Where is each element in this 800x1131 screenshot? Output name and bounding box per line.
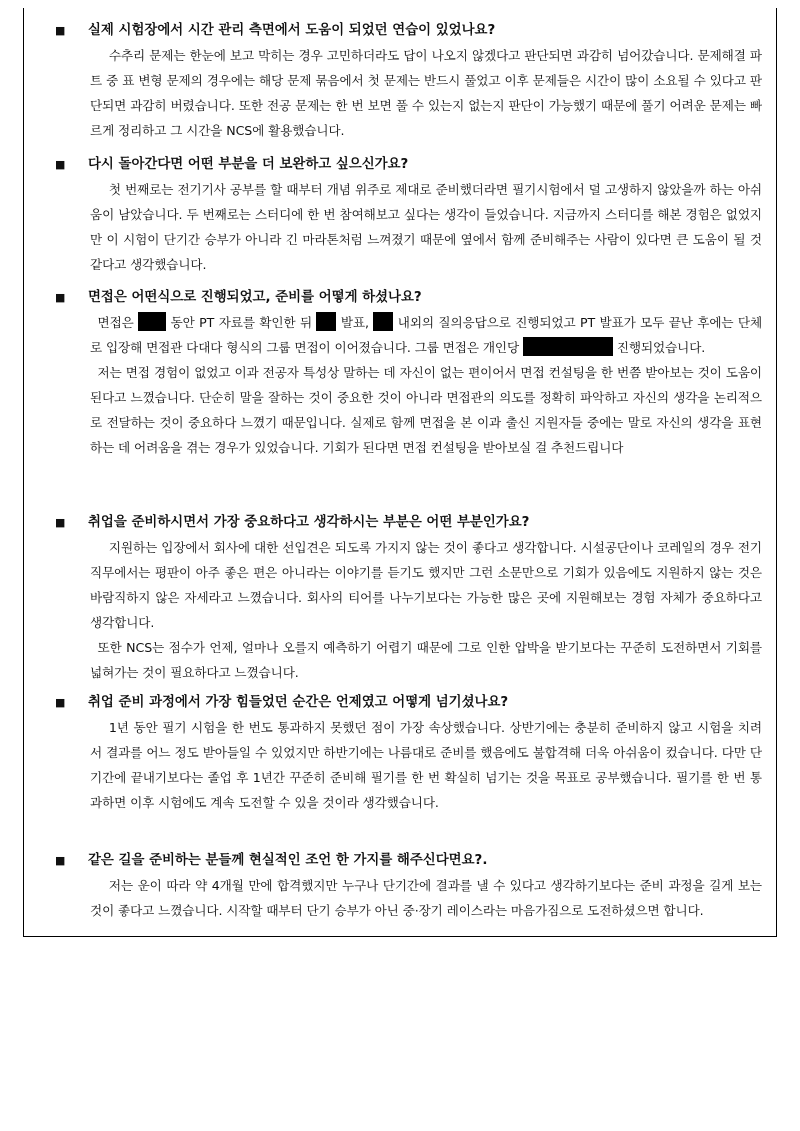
answer-text: 발표, [336,315,374,330]
answer-paragraph: 수추리 문제는 한눈에 보고 막히는 경우 고민하더라도 답이 나오지 않겠다고 판단되면 과감히 넘어갔습니다. 문제해결 파트 중 표 변형 문제의 경우에는 해당 문제 묶음에서 첫 문제는 반드시 풀었고 이후 문제들은 시간이 많이 소요될 수 있다고 판단되면 과감히 버렸습니다. 또한 전공 문제는 한 번 보면 풀 수 있는지 없는지 판단이 가능했기 때문에 풀기 어려운 문제는 빠르게 정리하고 그 시간을 NCS에 활용했습니다. [90,48,762,139]
answer-paragraph: 저는 운이 따라 약 4개월 만에 합격했지만 누구나 단기간에 결과를 낼 수 있다고 생각하기보다는 준비 과정을 길게 보는 것이 좋다고 느꼈습니다. 시작할 때부터 단기 승부가 아닌 중·장기 레이스라는 마음가짐으로 도전하셨으면 합니다. [90,878,762,919]
redaction-block [316,312,336,331]
question-text: 면접은 어떤식으로 진행되었고, 준비를 어떻게 하셨나요? [88,290,422,305]
answer-text: 진행되었습니다. [616,340,706,356]
answer-text: 내외의 질의응답으로 진행되었고 PT 발표가 모두 끝난 후에는 단체로 입장해 면접관 다대다 형식의 그룹 면접이 이어졌습니다. 그룹 면접은 개인당 [90,315,763,356]
answer-body [55,873,762,923]
question-heading [55,285,762,310]
question-heading [55,690,762,715]
answer-paragraph: 1년 동안 필기 시험을 한 번도 통과하지 못했던 점이 가장 속상했습니다. 상반기에는 충분히 준비하지 않고 시험을 치려서 결과를 어느 정도 받아들일 수 있었지만 하반기에는 나름대로 준비를 했음에도 불합격해 더욱 아쉬움이 컸습니다. 다만 단기간에 끝내기보다는 졸업 후 1년간 꾸준히 준비해 필기를 한 번 확실히 넘기는 것을 목표로 공부했습니다. 필기를 한 번 통과하면 이후 시험에도 계속 도전할 수 있을 것이라 생각했습니다. [90,720,762,811]
question-heading [55,18,762,43]
qa-section-6 [55,848,762,923]
answer-paragraph: 또한 NCS는 점수가 언제, 얼마나 오를지 예측하기 어렵기 때문에 그로 인한 압박을 받기보다는 꾸준히 도전하면서 기회를 넓혀가는 것이 필요하다고 느꼈습니다. [90,640,762,681]
answer-paragraph: 저는 면접 경험이 없었고 이과 전공자 특성상 말하는 데 자신이 없는 편이어서 면접 컨설팅을 한 번쯤 받아보는 것이 도움이 된다고 느꼈습니다. 단순히 말을 잘하는 것이 중요한 것이 아니라 면접관의 의도를 정확히 파악하고 자신의 생각을 논리적으로 전달하는 것이 중요하다 느꼈기 때문입니다. 실제로 함께 면접을 본 이과 출신 지원자들 중에는 말로 자신의 생각을 표현하는 데 어려움을 겪는 경우가 있었습니다. 기회가 된다면 면접 컨설팅을 받아보실 걸 추천드립니다 [90,365,762,456]
redaction-block [138,312,166,331]
answer-text: 면접은 [97,315,139,330]
square-bullet-icon: ■ [55,291,66,304]
redaction-block [373,312,393,331]
question-text: 실제 시험장에서 시간 관리 측면에서 도움이 되었던 연습이 있었나요? [88,23,496,38]
answer-paragraph: 첫 번째로는 전기기사 공부를 할 때부터 개념 위주로 제대로 준비했더라면 필기시험에서 덜 고생하지 않았을까 하는 아쉬움이 남았습니다. 두 번째로는 스터디에 한 번 참여해보고 싶다는 생각이 들었습니다. 지금까지 스터디를 해본 경험은 없었지만 이 시험이 단기간 승부가 아니라 긴 마라톤처럼 느껴졌기 때문에 옆에서 함께 준비해주는 사람이 있다면 큰 도움이 될 것 같다고 생각했습니다. [90,182,762,273]
qa-section-4 [55,510,762,686]
square-bullet-icon: ■ [55,516,66,529]
square-bullet-icon: ■ [55,158,66,171]
square-bullet-icon: ■ [55,24,66,37]
square-bullet-icon: ■ [55,854,66,867]
question-heading [55,510,762,535]
question-text: 취업을 준비하시면서 가장 중요하다고 생각하시는 부분은 어떤 부분인가요? [88,515,530,530]
answer-paragraph: 지원하는 입장에서 회사에 대한 선입견은 되도록 가지지 않는 것이 좋다고 생각합니다. 시설공단이나 코레일의 경우 전기 직무에서는 평판이 아주 좋은 편은 아니라는 이야기를 듣기도 했지만 그런 소문만으로 기회가 있음에도 지원하지 않는 것은 바람직하지 않은 자세라고 느꼈습니다. 회사의 티어를 나누기보다는 가능한 많은 곳에 지원해보는 경험 자체가 중요하다고 생각합니다. [90,540,762,631]
qa-section-2 [55,152,762,277]
answer-body [55,43,762,143]
answer-body [55,177,762,277]
answer-body [55,310,762,461]
qa-section-1 [55,18,762,143]
answer-paragraph [90,310,762,360]
qa-section-5 [55,690,762,815]
answer-body [55,535,762,686]
qa-section-3 [55,285,762,461]
answer-text: 동안 PT 자료를 확인한 뒤 [166,315,317,330]
square-bullet-icon: ■ [55,696,66,709]
redaction-block [523,337,613,356]
question-text: 다시 돌아간다면 어떤 부분을 더 보완하고 싶으신가요? [88,157,409,172]
answer-body [55,715,762,815]
question-text: 취업 준비 과정에서 가장 힘들었던 순간은 언제였고 어떻게 넘기셨나요? [88,695,509,710]
question-heading [55,152,762,177]
question-text: 같은 길을 준비하는 분들께 현실적인 조언 한 가지를 해주신다면요?. [88,853,488,868]
question-heading [55,848,762,873]
